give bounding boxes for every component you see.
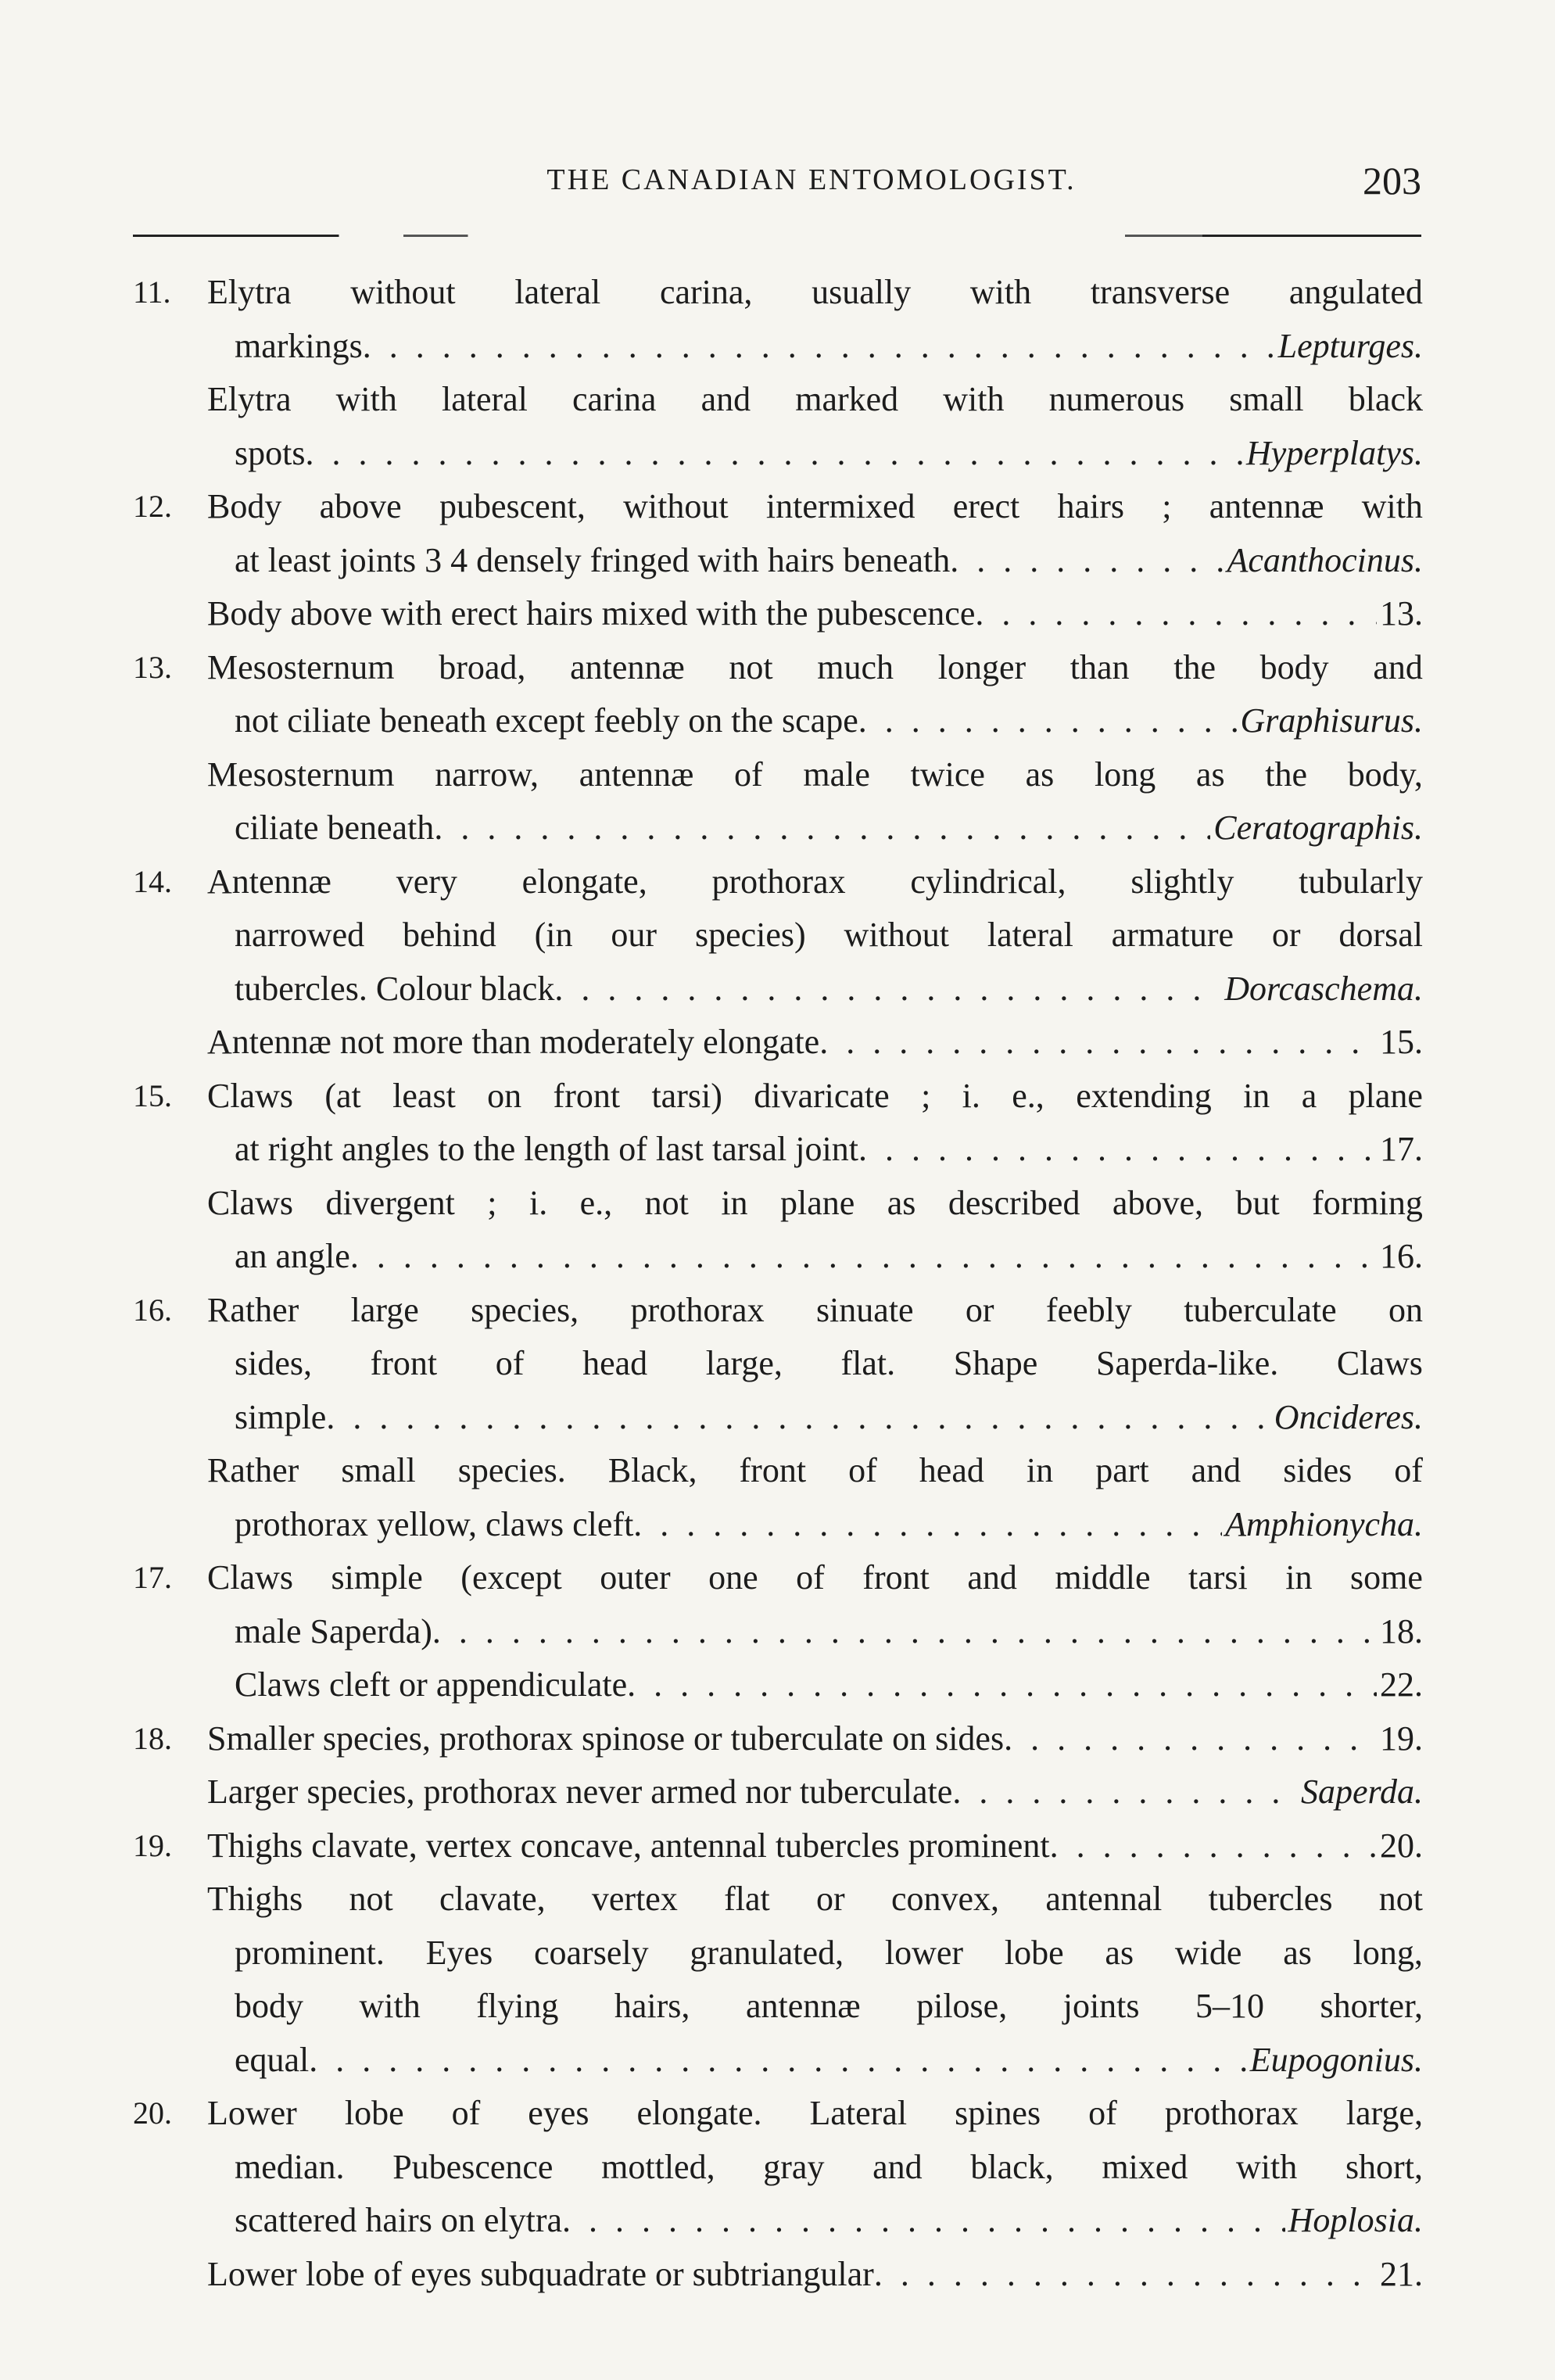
couplet-number: 20.	[133, 2095, 172, 2131]
key-line	[133, 855, 1423, 909]
line-body	[235, 1498, 1423, 1552]
couplet-number: 14.	[133, 863, 172, 899]
line-body	[207, 1284, 1423, 1338]
line-text: an angle	[235, 1237, 350, 1275]
key-line	[133, 2194, 1423, 2248]
line-body	[207, 1551, 1423, 1605]
key-line	[133, 1444, 1423, 1498]
line-body	[207, 748, 1423, 802]
page-header	[202, 159, 1421, 217]
line-body	[235, 320, 1423, 374]
line-text: not ciliate beneath except feebly on the scape	[235, 701, 858, 740]
line-body	[235, 1391, 1423, 1445]
line-text: tubercles. Colour black	[235, 969, 555, 1008]
line-text: Rather large species, prothorax sinuate or feebly tuberculate on	[207, 1290, 1423, 1329]
line-text: scattered hairs on elytra	[235, 2201, 563, 2239]
key-line	[133, 1230, 1423, 1284]
line-body	[235, 1927, 1423, 1980]
leader-dots	[562, 2194, 1285, 2248]
leader-dots	[633, 1498, 1222, 1552]
key-destination: 22.	[1380, 1665, 1423, 1704]
key-line	[133, 534, 1423, 588]
line-body	[235, 962, 1423, 1016]
leader-dots	[350, 1230, 1377, 1284]
key-line	[133, 748, 1423, 802]
line-text: Claws simple (except outer one of front and middle tarsi in some	[207, 1558, 1423, 1597]
line-text: Antennæ not more than moderately elongate	[207, 1023, 820, 1061]
key-destination: Dorcaschema.	[1224, 969, 1423, 1008]
key-line	[133, 373, 1423, 427]
line-text: body with flying hairs, antennæ pilose, joints 5–10 shorter,	[235, 1987, 1423, 2025]
key-line	[133, 909, 1423, 962]
line-body	[235, 427, 1423, 481]
line-text: Claws cleft or appendiculate	[235, 1665, 628, 1704]
key-destination: 19.	[1380, 1719, 1423, 1758]
couplet-number: 15.	[133, 1077, 172, 1113]
line-body	[207, 1070, 1423, 1124]
line-body	[235, 2034, 1423, 2088]
line-text: equal	[235, 2040, 310, 2079]
key-line	[133, 320, 1423, 374]
line-text: Claws divergent ; i. e., not in plane as described above, but forming	[207, 1183, 1423, 1222]
line-text: median. Pubescence mottled, gray and black, mixed with short,	[235, 2147, 1423, 2186]
key-line	[133, 1070, 1423, 1124]
leader-dots	[858, 694, 1238, 748]
line-text: markings	[235, 326, 363, 365]
key-destination: Saperda.	[1300, 1772, 1423, 1811]
key-destination: 17.	[1380, 1130, 1423, 1168]
line-body	[207, 855, 1423, 909]
key-line	[133, 1873, 1423, 1927]
line-text: at least joints 3 4 densely fringed with hairs beneath	[235, 540, 951, 579]
line-body	[235, 1230, 1423, 1284]
line-body	[235, 1605, 1423, 1659]
key-destination: Hyperplatys.	[1245, 433, 1423, 472]
key-line	[133, 962, 1423, 1016]
key-destination: 21.	[1380, 2254, 1423, 2293]
key-line	[133, 587, 1423, 641]
key-destination: Oncideres.	[1274, 1397, 1423, 1436]
key-line	[133, 1712, 1423, 1766]
key-line	[133, 2141, 1423, 2195]
key-line	[133, 1016, 1423, 1070]
line-body	[235, 694, 1423, 748]
key-line	[133, 1927, 1423, 1980]
line-body	[207, 1873, 1423, 1927]
line-body	[207, 1712, 1423, 1766]
line-text: simple	[235, 1397, 327, 1436]
line-text: Antennæ very elongate, prothorax cylindrical, slightly tubularly	[207, 862, 1423, 901]
key-destination: 18.	[1380, 1611, 1423, 1651]
running-title: THE CANADIAN ENTOMOLOGIST.	[546, 163, 1077, 196]
line-body	[207, 480, 1423, 534]
leader-dots	[554, 962, 1221, 1016]
key-line	[133, 1284, 1423, 1338]
key-line	[133, 1123, 1423, 1177]
line-body	[207, 1016, 1423, 1070]
line-text: narrowed behind (in our species) without lateral armature or dorsal	[235, 916, 1423, 954]
key-destination: 15.	[1380, 1023, 1423, 1061]
leader-dots	[627, 1658, 1377, 1712]
line-text: Body above with erect hairs mixed with the pubescence	[207, 594, 976, 633]
key-destination: 20.	[1380, 1826, 1423, 1865]
header-rule	[133, 235, 1421, 237]
key-line	[133, 1498, 1423, 1552]
key-line	[133, 1765, 1423, 1819]
leader-dots	[952, 1765, 1298, 1819]
line-text: Thighs not clavate, vertex flat or convex, antennal tubercles not	[207, 1880, 1423, 1918]
line-body	[235, 2141, 1423, 2195]
key-line	[133, 1658, 1423, 1712]
line-body	[235, 1123, 1423, 1177]
line-text: Rather small species. Black, front of head in part and sides of	[207, 1451, 1423, 1489]
line-body	[235, 1658, 1423, 1712]
key-line	[133, 266, 1423, 320]
line-body	[235, 2194, 1423, 2248]
couplet-number: 13.	[133, 649, 172, 685]
couplet-number: 12.	[133, 489, 172, 524]
key-line	[133, 1391, 1423, 1445]
key-line	[133, 480, 1423, 534]
line-text: Lower lobe of eyes elongate. Lateral spines of prothorax large,	[207, 2094, 1423, 2132]
line-body	[235, 909, 1423, 962]
key-destination: Eupogonius.	[1249, 2040, 1423, 2079]
line-body	[207, 1177, 1423, 1231]
leader-dots	[819, 1016, 1377, 1070]
key-line	[133, 1980, 1423, 2034]
line-body	[207, 1765, 1423, 1819]
key-line	[133, 801, 1423, 855]
line-body	[207, 373, 1423, 427]
leader-dots	[1050, 1819, 1377, 1873]
line-body	[235, 801, 1423, 855]
line-text: Lower lobe of eyes subquadrate or subtriangular	[207, 2254, 874, 2293]
key-line	[133, 641, 1423, 695]
line-body	[207, 266, 1423, 320]
line-text: prothorax yellow, claws cleft	[235, 1504, 634, 1543]
leader-dots	[950, 534, 1224, 588]
page-number: 203	[1363, 159, 1421, 203]
line-text: Elytra with lateral carina and marked with numerous small black	[207, 380, 1423, 418]
line-body	[235, 534, 1423, 588]
key-line	[133, 694, 1423, 748]
key-destination: Acanthocinus.	[1227, 540, 1423, 579]
line-text: Body above pubescent, without intermixed erect hairs ; antennæ with	[207, 487, 1423, 525]
key-destination: Lepturges.	[1277, 326, 1423, 365]
key-line	[133, 1605, 1423, 1659]
key-line	[133, 1551, 1423, 1605]
key-destination: Hoplosia.	[1288, 2201, 1423, 2239]
line-body	[207, 1819, 1423, 1873]
line-text: Thighs clavate, vertex concave, antennal tubercles prominent	[207, 1826, 1050, 1865]
line-body	[235, 1980, 1423, 2034]
key-line	[133, 2248, 1423, 2302]
line-text: spots	[235, 433, 306, 472]
leader-dots	[305, 427, 1242, 481]
line-text: Mesosternum broad, antennæ not much longer than the body and	[207, 647, 1423, 686]
leader-dots	[1004, 1712, 1377, 1766]
line-text: Larger species, prothorax never armed nor tuberculate	[207, 1772, 953, 1811]
key-destination: Graphisurus.	[1240, 701, 1423, 740]
line-text: sides, front of head large, flat. Shape Saperda-like. Claws	[235, 1344, 1423, 1382]
line-text: at right angles to the length of last tarsal joint	[235, 1130, 858, 1168]
leader-dots	[432, 1605, 1377, 1659]
key-line	[133, 427, 1423, 481]
line-text: prominent. Eyes coarsely granulated, lower lobe as wide as long,	[235, 1933, 1423, 1972]
line-body	[207, 587, 1423, 641]
line-text: Claws (at least on front tarsi) divaricate ; i. e., extending in a plane	[207, 1076, 1423, 1115]
couplet-number: 18.	[133, 1720, 172, 1756]
key-line	[133, 2087, 1423, 2141]
line-text: Mesosternum narrow, antennæ of male twice as long as the body,	[207, 755, 1423, 794]
line-body	[207, 641, 1423, 695]
leader-dots	[434, 801, 1210, 855]
line-text: male Saperda)	[235, 1611, 432, 1651]
identification-key	[133, 266, 1423, 2301]
leader-dots	[858, 1123, 1377, 1177]
line-body	[207, 2087, 1423, 2141]
key-line	[133, 2034, 1423, 2088]
key-line	[133, 1337, 1423, 1391]
couplet-number: 17.	[133, 1560, 172, 1595]
couplet-number: 19.	[133, 1827, 172, 1863]
leader-dots	[309, 2034, 1246, 2088]
key-line	[133, 1819, 1423, 1873]
line-text: ciliate beneath	[235, 808, 435, 847]
leader-dots	[975, 587, 1377, 641]
couplet-number: 11.	[133, 274, 171, 310]
line-body	[235, 1337, 1423, 1391]
key-line	[133, 1177, 1423, 1231]
line-body	[207, 1444, 1423, 1498]
leader-dots	[326, 1391, 1270, 1445]
couplet-number: 16.	[133, 1292, 172, 1328]
key-destination: Amphionycha.	[1225, 1504, 1423, 1543]
key-destination: 13.	[1380, 594, 1423, 633]
key-destination: 16.	[1380, 1237, 1423, 1275]
key-destination: Ceratographis.	[1213, 808, 1423, 847]
line-text: Elytra without lateral carina, usually with transverse angulated	[207, 273, 1423, 311]
line-text: Smaller species, prothorax spinose or tuberculate on sides	[207, 1719, 1005, 1758]
leader-dots	[363, 320, 1275, 374]
line-body	[207, 2248, 1423, 2302]
leader-dots	[874, 2248, 1377, 2302]
